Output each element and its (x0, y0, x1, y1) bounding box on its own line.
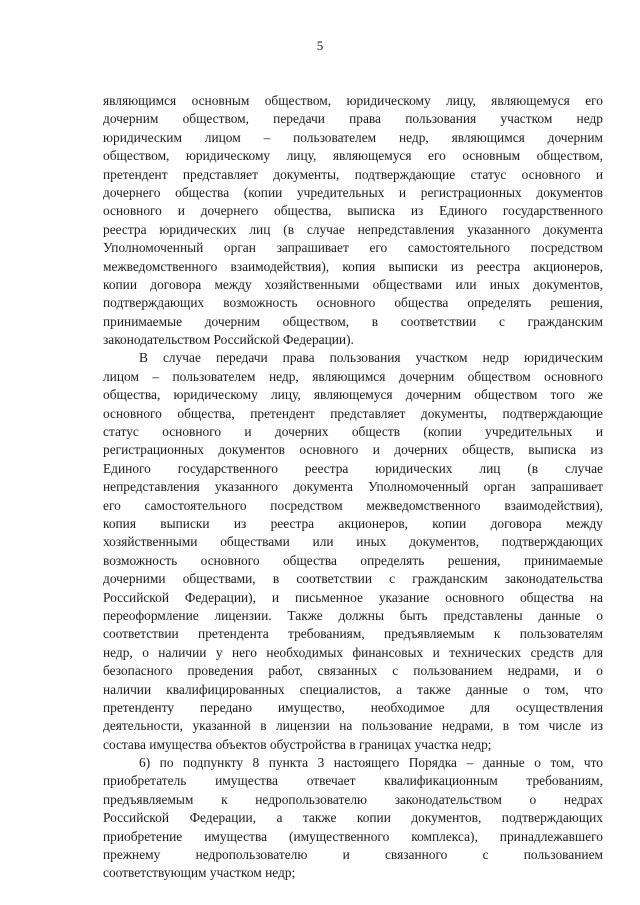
text-line: соответствии претендента требованиям, предъявляемым к пользователям (103, 626, 603, 642)
text-line: наличии квалифицированных специалистов, а также данные о том, что (103, 681, 603, 697)
text-line: претендент представляет документы, подтверждающие статус основного и (103, 166, 603, 182)
text-line: претенденту передано имущество, необходимое для осуществления (103, 699, 603, 715)
text-line: переоформление лицензии. Также должны быть представлены данные о (103, 607, 603, 623)
text-line: принимаемые дочерним обществом, в соответствии с гражданским (103, 313, 603, 329)
text-line: приобретатель имущества отвечает квалификационным требованиям, (103, 773, 603, 789)
text-line: состава имущества объектов обустройства в границах участка недр; (103, 736, 492, 752)
text-line: копия выписки из реестра акционеров, копии договора между (103, 515, 603, 531)
body-text (103, 92, 603, 883)
text-line: дочернего общества (копии учредительных и регистрационных документов (103, 184, 603, 200)
text-line: копии договора между хозяйственными обществами или иных документов, (103, 276, 603, 292)
text-line: являющимся основным обществом, юридическому лицу, являющемуся его (103, 93, 603, 108)
text-line: непредставления указанного документа Уполномоченный орган запрашивает (103, 479, 603, 495)
text-line: основного общества, претендент представляет документы, подтверждающие (103, 405, 603, 421)
text-line: приобретение имущества (имущественного комплекса), принадлежавшего (103, 828, 603, 844)
text-line: дочерними обществами, в соответствии с гражданским законодательства (103, 571, 603, 587)
text-line: прежнему недропользователю и связанного с пользованием (103, 847, 603, 863)
text-line: законодательством Российской Федерации). (103, 332, 354, 348)
text-line: предъявляемым к недропользователю законодательством о недрах (103, 791, 603, 807)
text-line: подтверждающих возможность основного общества определять решения, (103, 295, 603, 311)
text-line: 6) по подпункту 8 пункта 3 настоящего Порядка – данные о том, что (139, 755, 603, 771)
text-line: возможность основного общества определять решения, принимаемые (103, 552, 603, 568)
page-number: 5 (316, 38, 324, 53)
text-line: деятельности, указанной в лицензии на пользование недрами, в том числе из (103, 718, 603, 734)
text-line: статус основного и дочерних обществ (копии учредительных и (103, 424, 603, 440)
text-line: обществом, юридическому лицу, являющемуся его основным обществом, (103, 148, 603, 164)
text-line: общества, юридическому лицу, являющемуся дочерним обществом того же (103, 387, 603, 403)
text-line: Единого государственного реестра юридических лиц (в случае (103, 460, 603, 476)
text-line: Российской Федерации, а также копии документов, подтверждающих (103, 810, 603, 826)
text-line: межведомственного взаимодействия), копия выписки из реестра акционеров, (103, 258, 603, 274)
paragraph (103, 349, 603, 754)
text-line: регистрационных документов основного и дочерних обществ, выписка из (103, 442, 603, 458)
text-line: лицом – пользователем недр, являющимся дочерним обществом основного (103, 368, 603, 384)
text-line: основного и дочернего общества, выписка из Единого государственного (103, 203, 603, 219)
text-line: его самостоятельного посредством межведомственного взаимодействия), (103, 497, 603, 513)
text-line: В случае передачи права пользования участком недр юридическим (139, 350, 603, 366)
text-line: юридическим лицом – пользователем недр, являющимся дочерним (103, 129, 603, 145)
text-line: дочерним обществом, передачи права пользования участком недр (103, 111, 603, 127)
text-line: безопасного проведения работ, связанных с пользованием недрами, и о (103, 663, 603, 679)
text-line: недр, о наличии у него необходимых финансовых и технических средств для (103, 644, 603, 660)
text-line: реестра юридических лиц (в случае непредставления указанного документа (103, 221, 603, 237)
text-line: Уполномоченный орган запрашивает его самостоятельного посредством (103, 240, 603, 256)
paragraph (103, 754, 603, 883)
text-line: Российской Федерации), и письменное указание основного общества на (103, 589, 603, 605)
text-line: соответствующим участком недр; (103, 865, 296, 881)
paragraph (103, 92, 603, 349)
text-line: хозяйственными обществами или иных документов, подтверждающих (103, 534, 603, 550)
